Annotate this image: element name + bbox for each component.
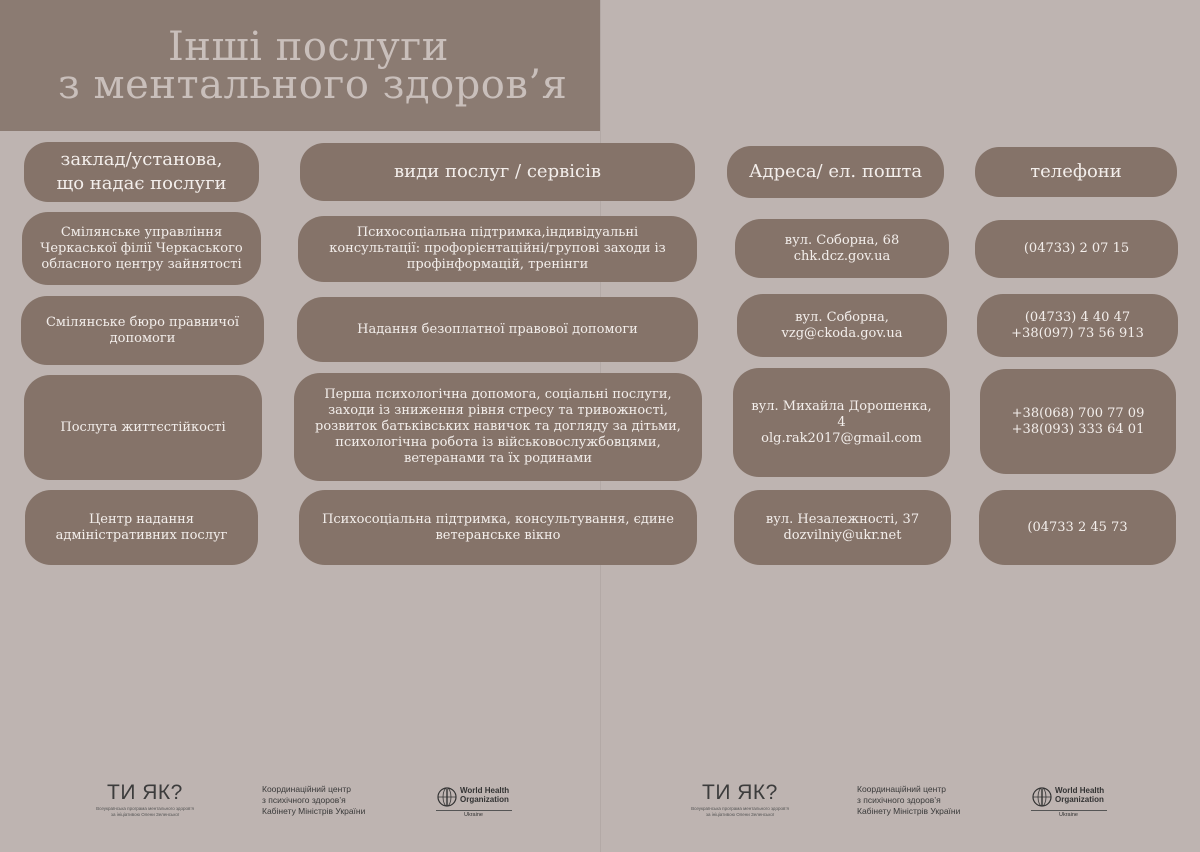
page-title-line-1: Інші послуги (168, 24, 449, 70)
header-institution: заклад/установа, що надає послуги (24, 142, 259, 202)
row-1-phones: (04733) 2 07 15 (975, 220, 1178, 278)
who-divider (436, 810, 512, 811)
coordination-center-text: Координаційний центр з психічного здоров’я Кабінету Міністрів України (857, 784, 961, 816)
who-divider (1031, 810, 1107, 811)
row-3-services: Перша психологічна допомога, соціальні послуги, заходи із зниження рівня стресу та тривожності, розвиток батьківських навичок та догляду за дітьми, психологічна робота із військовослужбовцями, ветеранами та їх родинами (294, 373, 702, 481)
row-4-phones: (04733 2 45 73 (979, 490, 1176, 565)
footer-right (600, 778, 1200, 823)
row-1-institution: Смілянське управління Черкаської філії Черкаського обласного центру зайнятості (22, 212, 261, 285)
page-title-line-2: з ментального здоров’я (58, 62, 568, 108)
row-4-address: вул. Незалежності, 37 dozvilniy@ukr.net (734, 490, 951, 565)
title-banner (0, 0, 600, 131)
header-services: види послуг / сервісів (300, 143, 695, 201)
row-4-services: Психосоціальна підтримка, консультування, єдине ветеранське вікно (299, 490, 697, 565)
row-3-address: вул. Михайла Дорошенка, 4 olg.rak2017@gmail.com (733, 368, 950, 477)
row-2-institution: Смілянське бюро правничої допомоги (21, 296, 264, 365)
tiyak-logo-caption: Всеукраїнська програма ментального здоров’я за ініціативою Олени Зеленської (691, 806, 789, 817)
who-logo-text: World Health Organization (1055, 786, 1105, 804)
coordination-center-text: Координаційний центр з психічного здоров’я Кабінету Міністрів України (262, 784, 366, 816)
who-country: Ukraine (464, 812, 483, 818)
who-country: Ukraine (1059, 812, 1078, 818)
tiyak-logo: ТИ ЯК? (107, 781, 183, 804)
row-2-phones: (04733) 4 40 47 +38(097) 73 56 913 (977, 294, 1178, 357)
who-emblem-icon (436, 786, 458, 808)
row-3-institution: Послуга життєстійкості (24, 375, 262, 480)
footer-left (0, 778, 600, 823)
row-1-services: Психосоціальна підтримка,індивідуальні консультації: профорієнтаційні/групові заходи із профінформацій, тренінги (298, 216, 697, 282)
row-4-institution: Центр надання адміністративних послуг (25, 490, 258, 565)
tiyak-logo: ТИ ЯК? (702, 781, 778, 804)
header-address: Адреса/ ел. пошта (727, 146, 944, 198)
row-1-address: вул. Соборна, 68 chk.dcz.gov.ua (735, 219, 949, 278)
row-2-address: вул. Соборна, vzg@ckoda.gov.ua (737, 294, 947, 357)
row-3-phones: +38(068) 700 77 09 +38(093) 333 64 01 (980, 369, 1176, 474)
header-phones: телефони (975, 147, 1177, 197)
tiyak-logo-caption: Всеукраїнська програма ментального здоров’я за ініціативою Олени Зеленської (96, 806, 194, 817)
row-2-services: Надання безоплатної правової допомоги (297, 297, 698, 362)
who-logo-text: World Health Organization (460, 786, 510, 804)
who-emblem-icon (1031, 786, 1053, 808)
